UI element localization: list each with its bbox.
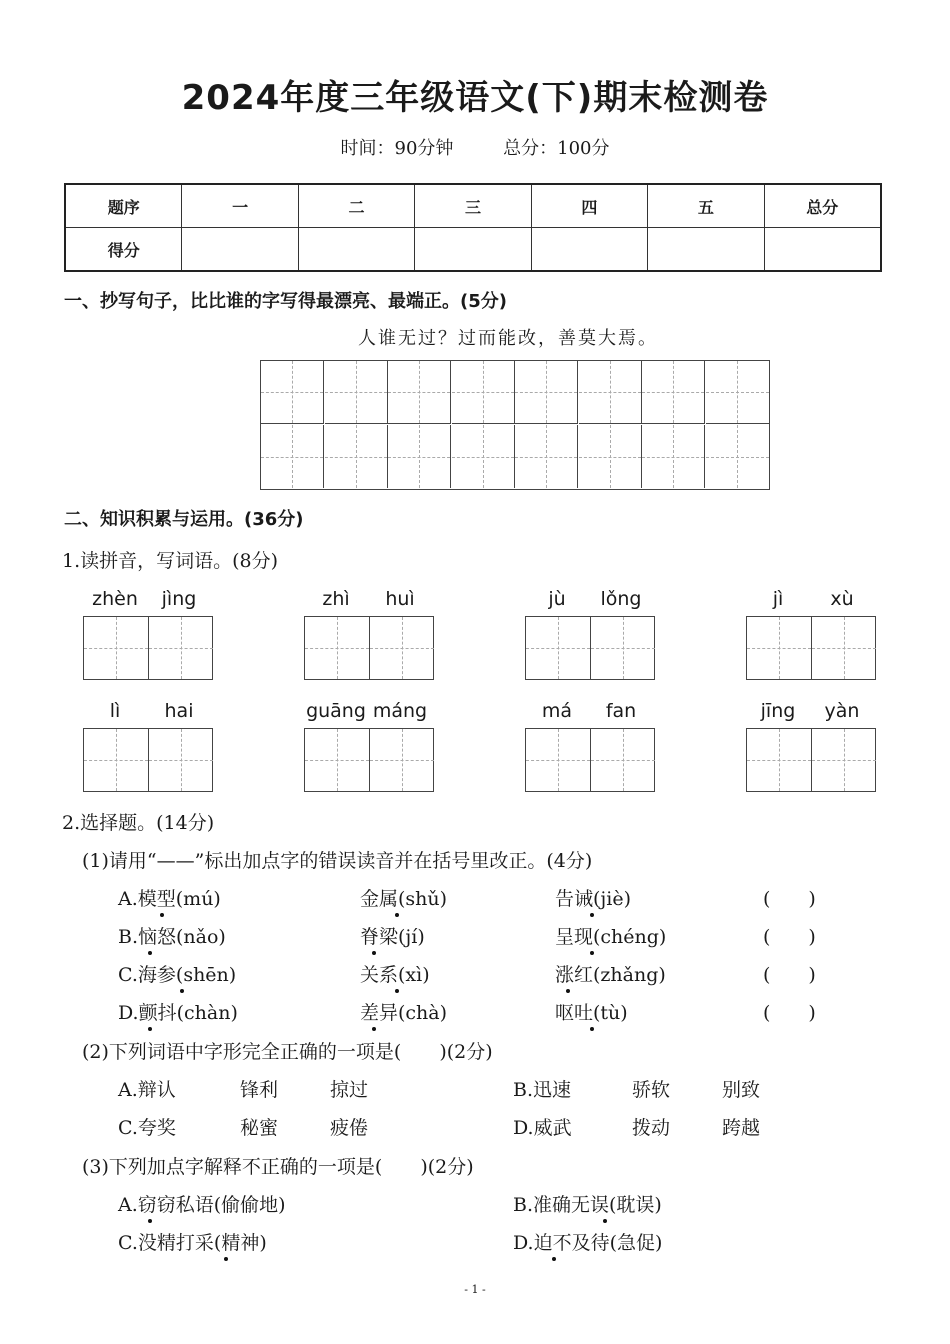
pinyin-syllable: lì [109, 700, 121, 722]
word-writing-box[interactable] [746, 728, 876, 792]
writing-cell[interactable] [706, 425, 769, 488]
score-header: 一 [182, 184, 298, 228]
emphasis-dot [180, 989, 184, 993]
pinyin-syllable: máng [372, 700, 428, 722]
pinyin-syllable: fan [605, 700, 637, 722]
option-b-word1: B.恼怒(nǎo) [118, 926, 226, 948]
writing-cell[interactable] [452, 425, 515, 488]
emphasis-dot [372, 951, 376, 955]
score-cell[interactable] [182, 228, 298, 272]
writing-cell[interactable] [325, 425, 388, 488]
writing-cell[interactable] [579, 425, 642, 488]
writing-cell[interactable] [590, 729, 655, 791]
option-d-word1: D.颤抖(chàn) [118, 1002, 238, 1024]
sub3-option-d: D.迫不及待(急促) [513, 1232, 663, 1254]
section2-heading: 二、知识积累与运用。(36分) [64, 509, 304, 530]
emphasis-dot [395, 913, 399, 917]
copy-sentence: 人谁无过？过而能改，善莫大焉。 [358, 328, 658, 349]
copy-writing-grid[interactable] [260, 360, 770, 490]
score-header: 题序 [65, 184, 182, 228]
option-d-answer-blank[interactable]: ( ) [763, 1002, 816, 1024]
writing-cell[interactable] [148, 729, 213, 791]
pinyin-syllable: guāng [306, 700, 366, 722]
score-row-label: 得分 [65, 228, 182, 272]
word-writing-box[interactable] [83, 728, 213, 792]
emphasis-dot [372, 1027, 376, 1031]
score-cell[interactable] [298, 228, 414, 272]
option-c-word3: 涨红(zhǎng) [555, 964, 666, 986]
emphasis-dot [566, 989, 570, 993]
writing-cell[interactable] [84, 617, 148, 679]
q2-sub2-heading: (2)下列词语中字形完全正确的一项是( )(2分) [82, 1041, 493, 1063]
pinyin-syllable: xù [830, 588, 854, 610]
option-d-word3: 呕吐(tù) [555, 1002, 628, 1024]
option-a-word2: 金属(shǔ) [360, 888, 448, 910]
writing-cell[interactable] [526, 617, 590, 679]
writing-cell[interactable] [642, 361, 705, 424]
writing-cell[interactable] [642, 425, 705, 488]
exam-info [0, 134, 950, 160]
pinyin-syllable: lǒng [600, 588, 642, 610]
emphasis-dot [160, 913, 164, 917]
emphasis-dot [552, 1257, 556, 1261]
total-label: 总分：100分 [503, 138, 610, 159]
q1-heading: 1.读拼音，写词语。(8分) [62, 550, 279, 572]
writing-cell[interactable] [305, 617, 369, 679]
pinyin-syllable: jìng [161, 588, 197, 610]
sub2-option-d-word: 拨动 [632, 1117, 671, 1139]
sub2-option-a-word: 掠过 [330, 1079, 369, 1101]
pinyin-syllable: má [541, 700, 573, 722]
writing-cell[interactable] [305, 729, 369, 791]
writing-cell[interactable] [369, 729, 434, 791]
option-d-word2: 差异(chà) [360, 1002, 448, 1024]
writing-cell[interactable] [706, 361, 769, 424]
pinyin-syllable: jīng [760, 700, 796, 722]
option-b-answer-blank[interactable]: ( ) [763, 926, 816, 948]
sub2-option-d: D.威武 [513, 1117, 572, 1139]
pinyin-syllable: hai [164, 700, 194, 722]
writing-cell[interactable] [579, 361, 642, 424]
score-cell[interactable] [415, 228, 531, 272]
writing-cell[interactable] [452, 361, 515, 424]
sub2-option-b: B.迅速 [513, 1079, 572, 1101]
score-header: 五 [648, 184, 764, 228]
writing-cell[interactable] [388, 425, 451, 488]
emphasis-dot [148, 1027, 152, 1031]
word-writing-box[interactable] [525, 728, 655, 792]
option-a-word1: A.模型(mú) [118, 888, 221, 910]
writing-cell[interactable] [388, 361, 451, 424]
emphasis-dot [590, 951, 594, 955]
q2-heading: 2.选择题。(14分) [62, 812, 215, 834]
option-a-answer-blank[interactable]: ( ) [763, 888, 816, 910]
sub2-option-b-word: 别致 [722, 1079, 761, 1101]
writing-cell[interactable] [148, 617, 213, 679]
score-cell[interactable] [648, 228, 764, 272]
sub3-option-a: A.窃窃私语(偷偷地) [118, 1194, 286, 1216]
emphasis-dot [603, 1219, 607, 1223]
writing-cell[interactable] [526, 729, 590, 791]
pinyin-syllable: zhèn [92, 588, 138, 610]
emphasis-dot [148, 951, 152, 955]
writing-cell[interactable] [369, 617, 434, 679]
pinyin-syllable: jì [772, 588, 784, 610]
pinyin-syllable: jù [548, 588, 566, 610]
writing-cell[interactable] [590, 617, 655, 679]
emphasis-dot [395, 989, 399, 993]
q2-sub1-heading: (1)请用“——”标出加点字的错误读音并在括号里改正。(4分) [82, 850, 593, 872]
writing-cell[interactable] [261, 425, 324, 488]
section1-heading: 一、抄写句子，比比谁的字写得最漂亮、最端正。(5分) [64, 291, 507, 312]
emphasis-dot [148, 1219, 152, 1223]
sub2-option-d-word: 跨越 [722, 1117, 761, 1139]
option-a-word3: 告诫(jiè) [555, 888, 632, 910]
sub3-option-c: C.没精打采(精神) [118, 1232, 267, 1254]
emphasis-dot [224, 1257, 228, 1261]
pinyin-syllable: huì [385, 588, 415, 610]
score-cell[interactable] [531, 228, 647, 272]
option-c-answer-blank[interactable]: ( ) [763, 964, 816, 986]
writing-cell[interactable] [515, 425, 578, 488]
writing-cell[interactable] [261, 361, 324, 424]
word-writing-box[interactable] [525, 616, 655, 680]
word-writing-box[interactable] [83, 616, 213, 680]
sub2-option-c: C.夸奖 [118, 1117, 176, 1139]
emphasis-dot [590, 1027, 594, 1031]
score-header: 总分 [764, 184, 881, 228]
q2-sub3-heading: (3)下列加点字解释不正确的一项是( )(2分) [82, 1156, 474, 1178]
score-header: 三 [415, 184, 531, 228]
pinyin-syllable: yàn [824, 700, 860, 722]
writing-cell[interactable] [84, 729, 148, 791]
page-number: - 1 - [464, 1283, 486, 1296]
sub2-option-a: A.辩认 [118, 1079, 176, 1101]
score-header: 二 [298, 184, 414, 228]
score-header: 四 [531, 184, 647, 228]
emphasis-dot [590, 913, 594, 917]
sub2-option-c-word: 秘蜜 [240, 1117, 279, 1139]
option-b-word2: 脊梁(jí) [360, 926, 425, 948]
writing-cell[interactable] [515, 361, 578, 424]
option-c-word1: C.海参(shēn) [118, 964, 237, 986]
pinyin-syllable: zhì [322, 588, 350, 610]
sub3-option-b: B.准确无误(耽误) [513, 1194, 662, 1216]
writing-cell[interactable] [811, 617, 876, 679]
score-table [64, 183, 882, 272]
sub2-option-a-word: 锋利 [240, 1079, 279, 1101]
writing-cell[interactable] [325, 361, 388, 424]
writing-cell[interactable] [747, 617, 811, 679]
word-writing-box[interactable] [304, 616, 434, 680]
writing-cell[interactable] [747, 729, 811, 791]
page-title: 2024年度三年级语文(下)期末检测卷 [181, 78, 769, 118]
sub2-option-c-word: 疲倦 [330, 1117, 369, 1139]
word-writing-box[interactable] [746, 616, 876, 680]
time-label: 时间：90分钟 [340, 138, 454, 159]
writing-cell[interactable] [811, 729, 876, 791]
sub2-option-b-word: 骄软 [632, 1079, 671, 1101]
word-writing-box[interactable] [304, 728, 434, 792]
score-cell[interactable] [764, 228, 881, 272]
option-b-word3: 呈现(chéng) [555, 926, 667, 948]
option-c-word2: 关系(xì) [360, 964, 430, 986]
